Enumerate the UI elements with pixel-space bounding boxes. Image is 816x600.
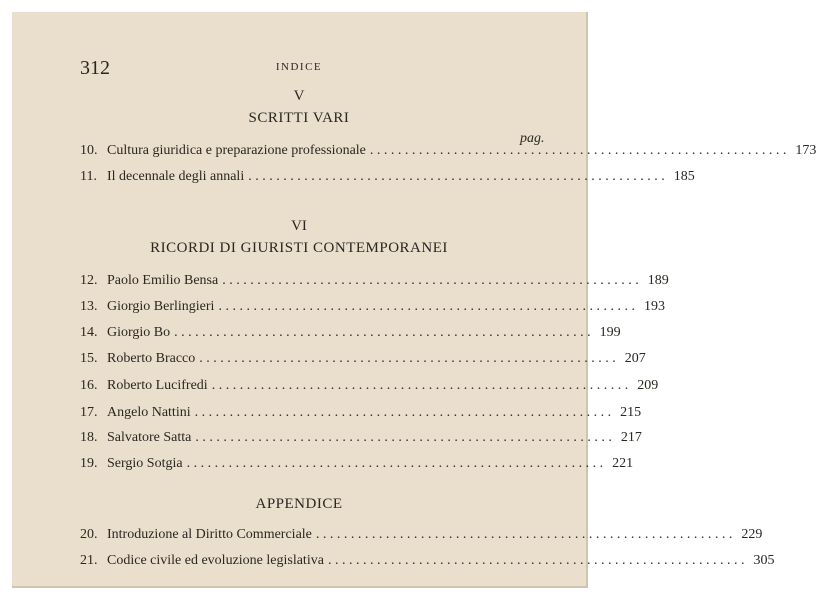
toc-entry — [80, 405, 642, 423]
entry-title: Sergio Sotgia — [107, 456, 183, 471]
entry-title: Giorgio Bo — [107, 325, 171, 340]
entry-title: Codice civile ed evoluzione legislativa — [107, 553, 324, 568]
entry-title: Roberto Bracco — [107, 351, 196, 366]
page-column-label: pag. — [520, 131, 545, 146]
toc-entry — [80, 553, 775, 571]
entry-page-number: 199 — [599, 325, 621, 340]
section-number: VI — [291, 218, 307, 234]
dot-leader: . . . . . . . . . . . . . . . . . . . . . . . . . . . . . . . . . . . . . . . . . . . . . . . . . . . . . . . . . . . . — [186, 456, 604, 471]
entry-number: 18. — [80, 430, 98, 445]
entry-page-number: 207 — [624, 351, 646, 366]
toc-entry — [80, 143, 816, 161]
entry-title: Salvatore Satta — [107, 430, 192, 445]
entry-title: Il decennale degli annali — [107, 169, 245, 184]
dot-leader: . . . . . . . . . . . . . . . . . . . . . . . . . . . . . . . . . . . . . . . . . . . . . . . . . . . . . . . . . . . . — [211, 378, 629, 393]
dot-leader: . . . . . . . . . . . . . . . . . . . . . . . . . . . . . . . . . . . . . . . . . . . . . . . . . . . . . . . . . . . . — [194, 405, 612, 420]
toc-entry — [80, 325, 621, 343]
entry-number: 17. — [80, 405, 98, 420]
section-title: RICORDI DI GIURISTI CONTEMPORANEI — [150, 240, 448, 256]
entry-number: 20. — [80, 527, 98, 542]
entry-number: 16. — [80, 378, 98, 393]
entry-page-number: 173 — [795, 143, 816, 158]
entry-title: Roberto Lucifredi — [107, 378, 208, 393]
dot-leader: . . . . . . . . . . . . . . . . . . . . . . . . . . . . . . . . . . . . . . . . . . . . . . . . . . . . . . . . . . . . — [248, 169, 665, 184]
section-title: SCRITTI VARI — [248, 110, 350, 126]
entry-page-number: 215 — [620, 405, 642, 420]
entry-number: 14. — [80, 325, 98, 340]
running-header: INDICE — [275, 61, 323, 73]
entry-title: Paolo Emilio Bensa — [107, 273, 219, 288]
toc-entry — [80, 430, 642, 448]
toc-entry — [80, 456, 634, 474]
page-number: 312 — [80, 57, 110, 79]
entry-title: Introduzione al Diritto Commerciale — [107, 527, 312, 542]
section-number: V — [293, 88, 305, 104]
toc-entry — [80, 378, 659, 396]
dot-leader: . . . . . . . . . . . . . . . . . . . . . . . . . . . . . . . . . . . . . . . . . . . . . . . . . . . . . . . . . . . . — [199, 351, 616, 366]
dot-leader: . . . . . . . . . . . . . . . . . . . . . . . . . . . . . . . . . . . . . . . . . . . . . . . . . . . . . . . . . . . . — [222, 273, 639, 288]
entry-number: 12. — [80, 273, 98, 288]
entry-page-number: 221 — [612, 456, 634, 471]
entry-number: 19. — [80, 456, 98, 471]
entry-page-number: 229 — [741, 527, 763, 542]
dot-leader: . . . . . . . . . . . . . . . . . . . . . . . . . . . . . . . . . . . . . . . . . . . . . . . . . . . . . . . . . . . . — [369, 143, 787, 158]
toc-entry — [80, 169, 695, 187]
table-of-contents — [12, 12, 816, 586]
entry-page-number: 185 — [673, 169, 695, 184]
dot-leader: . . . . . . . . . . . . . . . . . . . . . . . . . . . . . . . . . . . . . . . . . . . . . . . . . . . . . . . . . . . . — [327, 553, 745, 568]
book-page — [12, 12, 816, 588]
toc-entry — [80, 351, 646, 369]
entry-page-number: 189 — [647, 273, 669, 288]
entry-number: 21. — [80, 553, 98, 568]
dot-leader: . . . . . . . . . . . . . . . . . . . . . . . . . . . . . . . . . . . . . . . . . . . . . . . . . . . . . . . . . . . . — [195, 430, 612, 445]
entry-page-number: 305 — [753, 553, 775, 568]
entry-number: 13. — [80, 299, 98, 314]
entry-title: Cultura giuridica e preparazione professionale — [107, 143, 366, 158]
toc-entry — [80, 527, 763, 545]
entry-page-number: 193 — [643, 299, 665, 314]
entry-title: Giorgio Berlingieri — [107, 299, 215, 314]
entry-number: 15. — [80, 351, 98, 366]
dot-leader: . . . . . . . . . . . . . . . . . . . . . . . . . . . . . . . . . . . . . . . . . . . . . . . . . . . . . . . . . . . . — [218, 299, 635, 314]
entry-number: 10. — [80, 143, 98, 158]
dot-leader: . . . . . . . . . . . . . . . . . . . . . . . . . . . . . . . . . . . . . . . . . . . . . . . . . . . . . . . . . . . . — [174, 325, 591, 340]
entry-number: 11. — [80, 169, 97, 184]
section-title: APPENDICE — [255, 496, 343, 512]
entry-title: Angelo Nattini — [107, 405, 191, 420]
entry-page-number: 209 — [637, 378, 659, 393]
toc-entry — [80, 299, 665, 317]
entry-page-number: 217 — [620, 430, 642, 445]
toc-entry — [80, 273, 669, 291]
dot-leader: . . . . . . . . . . . . . . . . . . . . . . . . . . . . . . . . . . . . . . . . . . . . . . . . . . . . . . . . . . . . — [315, 527, 733, 542]
